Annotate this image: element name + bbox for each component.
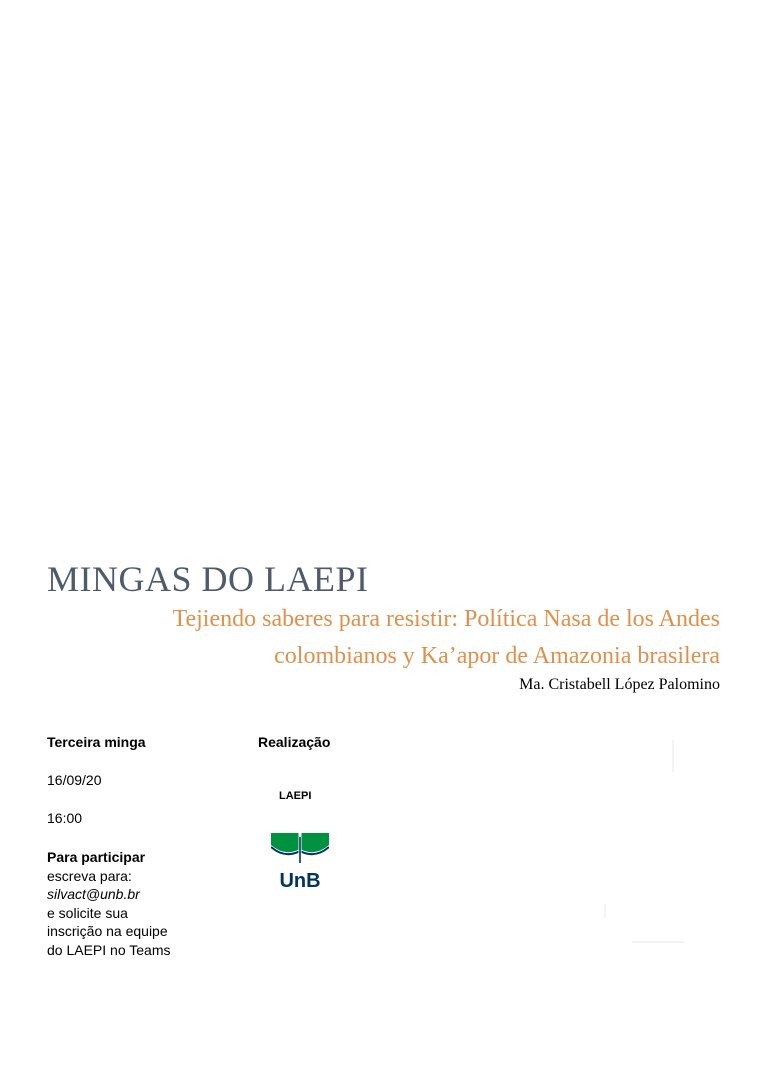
participate-heading: Para participar [47, 849, 146, 865]
speaker-name: Ma. Cristabell López Palomino [519, 676, 720, 693]
talk-title-line-2: colombianos y Ka’apor de Amazonia brasilera [274, 643, 720, 669]
faint-mark-1 [672, 740, 674, 772]
faint-mark-3 [632, 941, 684, 943]
unb-logo-text: UnB [279, 870, 321, 891]
contact-email[interactable]: silvact@unb.br [47, 886, 140, 902]
participate-line-2: e solicite sua [47, 904, 128, 921]
participate-line-1: escreva para: [47, 867, 132, 884]
faint-mark-2 [604, 904, 606, 918]
organizer-name: LAEPI [279, 790, 312, 802]
talk-title [40, 601, 720, 675]
participation-info [47, 848, 170, 959]
unb-logo [271, 833, 329, 891]
participate-line-4: do LAEPI no Teams [47, 941, 171, 958]
talk-title-line-1: Tejiendo saberes para resistir: Política Nasa de los Andes [172, 606, 720, 632]
organizer-heading: Realização [258, 734, 331, 750]
page-title: MINGAS DO LAEPI [47, 559, 369, 599]
event-date: 16/09/20 [47, 772, 102, 788]
event-heading: Terceira minga [47, 734, 146, 750]
participate-line-3: inscrição na equipe [47, 923, 168, 939]
organizer-info [258, 734, 418, 802]
event-time: 16:00 [47, 810, 83, 826]
event-info [47, 734, 247, 958]
